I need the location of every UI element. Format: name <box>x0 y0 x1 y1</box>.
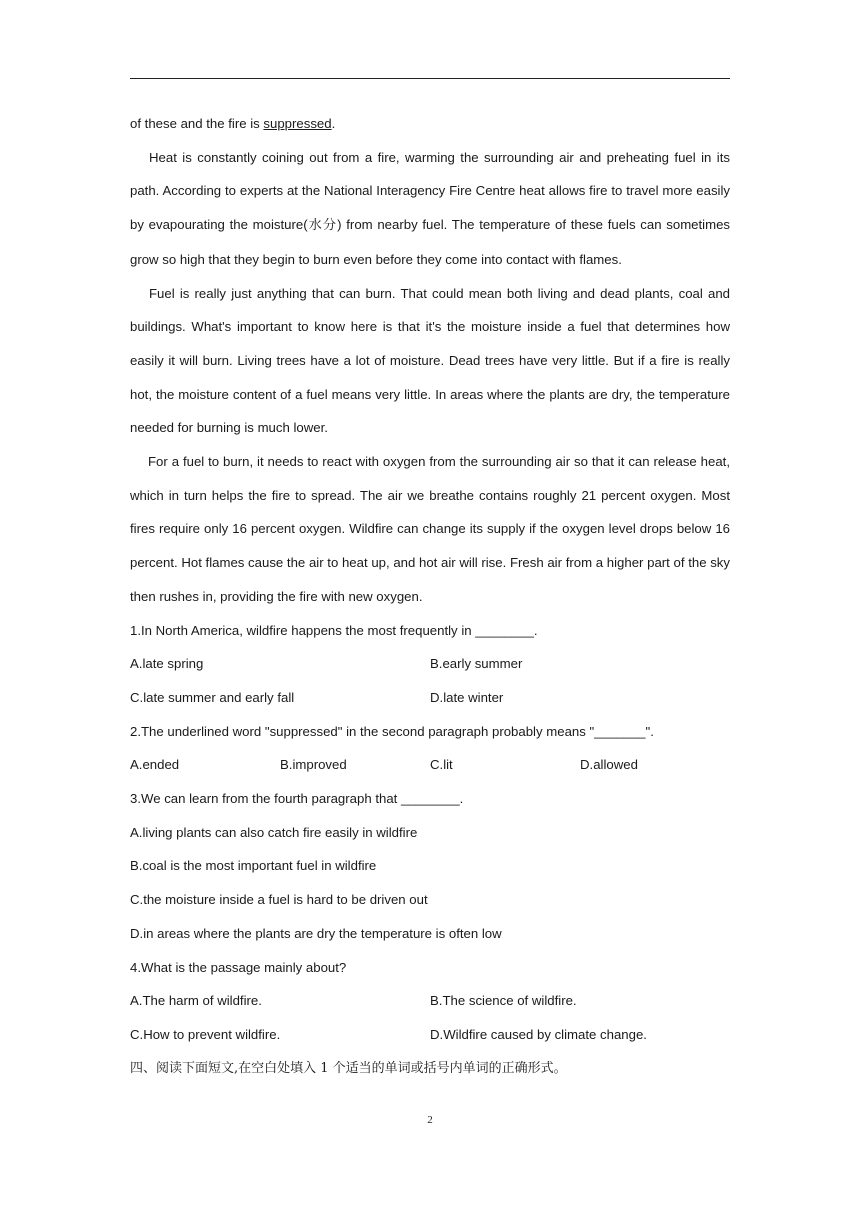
question-4-option-a: A.The harm of wildfire. <box>130 993 262 1009</box>
question-2-options-row <box>130 748 730 782</box>
question-3-option-d: D.in areas where the plants are dry the temperature is often low <box>130 925 502 941</box>
question-4-options-row-1 <box>130 984 730 1018</box>
passage-paragraph-fuel: Fuel is really just anything that can burn. That could mean both living and dead plants, coal and buildings. What's important to know here is that it's the moisture inside a fuel that determines how easily it will burn. Living trees have a lot of moisture. Dead trees have very little. But if a fire is really hot, the moisture content of a fuel means very little. In areas where the plants are dry, the temperature needed for burning is much lower. <box>130 285 730 436</box>
question-3-stem: 3.We can learn from the fourth paragraph that ________. <box>130 791 464 807</box>
question-1-option-d: D.late winter <box>430 689 504 705</box>
question-4-option-d: D.Wildfire caused by climate change. <box>430 1026 647 1042</box>
question-2-option-c: C.lit <box>430 757 453 773</box>
question-4-option-b: B.The science of wildfire. <box>430 993 577 1009</box>
question-4-stem: 4.What is the passage mainly about? <box>130 959 347 975</box>
passage-paragraph-1-end <box>130 107 730 141</box>
passage-paragraph-oxygen: For a fuel to burn, it needs to react with oxygen from the surrounding air so that it can release heat, which in turn helps the fire to spread. The air we breathe contains roughly 21 percent oxygen. Most fires require only 16 percent oxygen. Wildfire can change its supply if the oxygen level drops below 16 percent. Hot flames cause the air to heat up, and hot air will rise. Fresh air from a higher part of the sky then rushes in, providing the fire with new oxygen. <box>130 454 730 604</box>
question-2-stem: 2.The underlined word "suppressed" in the second paragraph probably means "_______". <box>130 723 654 739</box>
passage-text: Heat is constantly coining out from a fire, warming the surrounding air and preheating fuel in its path. According to experts at the National Interagency Fire Centre heat allows fire to travel more easily by evapourating the moisture( <box>130 149 730 233</box>
header-rule <box>130 78 730 79</box>
question-1-option-b: B.early summer <box>430 656 523 672</box>
question-2-option-b: B.improved <box>280 757 347 773</box>
question-2-option-a: A.ended <box>130 757 180 773</box>
passage-text: ) from nearby fuel. The temperature of these fuels can sometimes grow so high that they begin to burn even before they come into contact with flames. <box>130 217 731 267</box>
underlined-word: suppressed <box>263 116 332 131</box>
question-3-option-b: B.coal is the most important fuel in wildfire <box>130 858 377 874</box>
question-1-options-row-1 <box>130 647 730 681</box>
question-1-options-row-2 <box>130 681 730 715</box>
question-4-option-c: C.How to prevent wildfire. <box>130 1026 281 1042</box>
question-2-option-d: D.allowed <box>580 757 638 773</box>
passage-paragraph-heat <box>130 141 730 277</box>
section-heading: 四、阅读下面短文,在空白处填入 1 个适当的单词或括号内单词的正确形式。 <box>130 1060 567 1076</box>
question-3-option-c: C.the moisture inside a fuel is hard to be driven out <box>130 892 428 908</box>
passage-text: of these and the fire is <box>130 116 264 131</box>
question-1-stem: 1.In North America, wildfire happens the most frequently in ________. <box>130 622 538 638</box>
question-3-option-a: A.living plants can also catch fire easily in wildfire <box>130 824 418 840</box>
question-1-option-a: A.late spring <box>130 656 204 672</box>
page-content <box>130 107 730 1085</box>
page-number: 2 <box>427 1114 433 1126</box>
passage-text: . <box>331 116 336 131</box>
question-1-option-c: C.late summer and early fall <box>130 689 295 705</box>
chinese-gloss: 水分 <box>307 218 338 234</box>
question-4-options-row-2 <box>130 1018 730 1052</box>
